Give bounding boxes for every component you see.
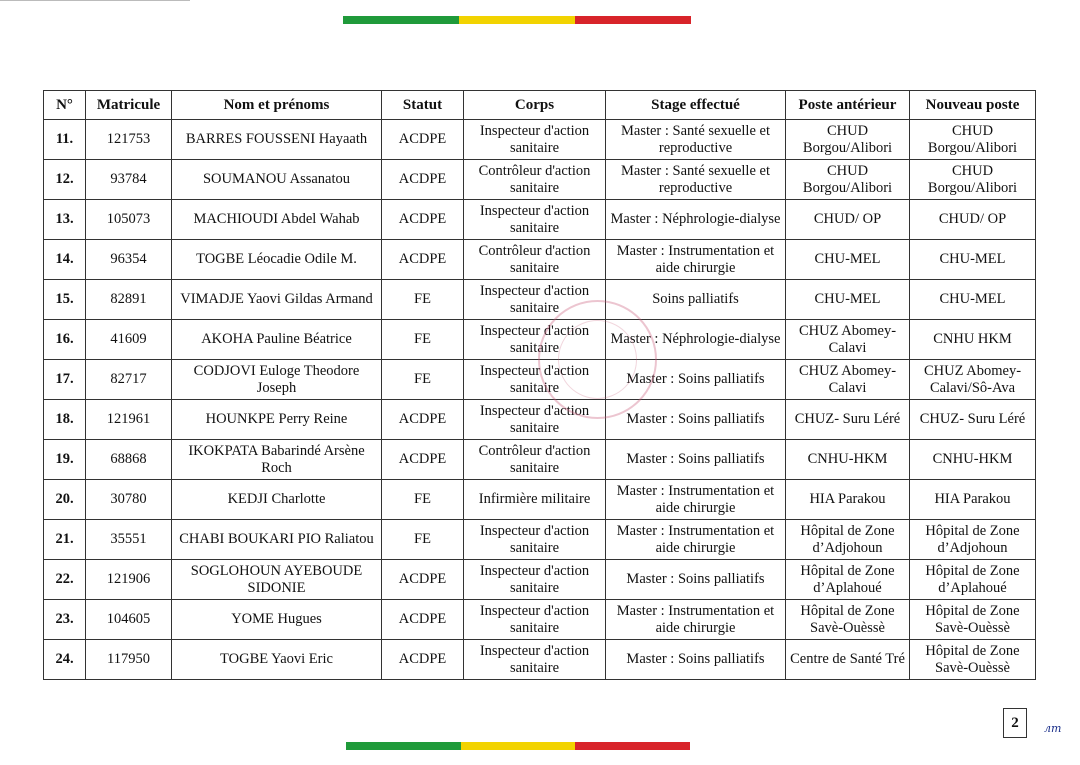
cell-name: TOGBE Léocadie Odile M.: [172, 240, 382, 280]
cell-number: 22.: [44, 560, 86, 600]
cell-corps: Inspecteur d'action sanitaire: [464, 360, 606, 400]
cell-new-post: Hôpital de Zone Savè-Ouèssè: [910, 600, 1036, 640]
col-header-name: Nom et prénoms: [172, 91, 382, 120]
flag-green: [343, 16, 459, 24]
cell-statut: ACDPE: [382, 400, 464, 440]
cell-stage: Master : Instrumentation et aide chirurgie: [606, 240, 786, 280]
cell-stage: Master : Soins palliatifs: [606, 440, 786, 480]
table-row: [44, 280, 1036, 320]
col-header-new-post: Nouveau poste: [910, 91, 1036, 120]
cell-new-post: Hôpital de Zone d’Aplahoué: [910, 560, 1036, 600]
cell-name: AKOHA Pauline Béatrice: [172, 320, 382, 360]
cell-name: TOGBE Yaovi Eric: [172, 640, 382, 680]
cell-matricule: 104605: [86, 600, 172, 640]
cell-statut: ACDPE: [382, 600, 464, 640]
cell-corps: Inspecteur d'action sanitaire: [464, 200, 606, 240]
cell-matricule: 96354: [86, 240, 172, 280]
cell-corps: Inspecteur d'action sanitaire: [464, 520, 606, 560]
cell-corps: Inspecteur d'action sanitaire: [464, 600, 606, 640]
cell-corps: Infirmière militaire: [464, 480, 606, 520]
cell-stage: Master : Santé sexuelle et reproductive: [606, 160, 786, 200]
cell-statut: ACDPE: [382, 120, 464, 160]
cell-statut: ACDPE: [382, 440, 464, 480]
col-header-stage: Stage effectué: [606, 91, 786, 120]
cell-number: 13.: [44, 200, 86, 240]
cell-matricule: 68868: [86, 440, 172, 480]
table-row: [44, 440, 1036, 480]
flag-red: [575, 16, 691, 24]
flag-yellow: [461, 742, 576, 750]
cell-previous-post: Hôpital de Zone d’Adjohoun: [786, 520, 910, 560]
cell-previous-post: CHUD/ OP: [786, 200, 910, 240]
cell-previous-post: CHU-MEL: [786, 240, 910, 280]
cell-new-post: CNHU HKM: [910, 320, 1036, 360]
cell-previous-post: Centre de Santé Tré: [786, 640, 910, 680]
cell-stage: Master : Instrumentation et aide chirurgie: [606, 480, 786, 520]
cell-number: 21.: [44, 520, 86, 560]
cell-new-post: Hôpital de Zone d’Adjohoun: [910, 520, 1036, 560]
cell-new-post: CHUZ- Suru Léré: [910, 400, 1036, 440]
cell-number: 11.: [44, 120, 86, 160]
cell-statut: FE: [382, 520, 464, 560]
table-row: [44, 600, 1036, 640]
cell-corps: Inspecteur d'action sanitaire: [464, 320, 606, 360]
cell-new-post: HIA Parakou: [910, 480, 1036, 520]
flag-stripe-bottom: [346, 742, 690, 750]
cell-name: SOGLOHOUN AYEBOUDE SIDONIE: [172, 560, 382, 600]
assignment-table: [43, 90, 1036, 680]
cell-number: 16.: [44, 320, 86, 360]
cell-number: 17.: [44, 360, 86, 400]
cell-matricule: 30780: [86, 480, 172, 520]
cell-matricule: 105073: [86, 200, 172, 240]
cell-statut: FE: [382, 280, 464, 320]
cell-corps: Contrôleur d'action sanitaire: [464, 160, 606, 200]
cell-new-post: CHUD/ OP: [910, 200, 1036, 240]
cell-stage: Master : Santé sexuelle et reproductive: [606, 120, 786, 160]
cell-stage: Master : Instrumentation et aide chirurgie: [606, 520, 786, 560]
table-row: [44, 560, 1036, 600]
cell-statut: ACDPE: [382, 560, 464, 600]
col-header-previous-post: Poste antérieur: [786, 91, 910, 120]
cell-stage: Soins palliatifs: [606, 280, 786, 320]
cell-corps: Contrôleur d'action sanitaire: [464, 440, 606, 480]
table-row: [44, 640, 1036, 680]
cell-previous-post: HIA Parakou: [786, 480, 910, 520]
cell-new-post: CHUD Borgou/Alibori: [910, 160, 1036, 200]
cell-previous-post: Hôpital de Zone Savè-Ouèssè: [786, 600, 910, 640]
cell-name: KEDJI Charlotte: [172, 480, 382, 520]
cell-new-post: CHU-MEL: [910, 240, 1036, 280]
table-row: [44, 240, 1036, 280]
cell-name: CHABI BOUKARI PIO Raliatou: [172, 520, 382, 560]
cell-matricule: 82891: [86, 280, 172, 320]
cell-matricule: 35551: [86, 520, 172, 560]
cell-matricule: 121961: [86, 400, 172, 440]
cell-name: MACHIOUDI Abdel Wahab: [172, 200, 382, 240]
cell-previous-post: CHU-MEL: [786, 280, 910, 320]
table-row: [44, 320, 1036, 360]
handwritten-initials: лт: [1044, 722, 1062, 735]
cell-stage: Master : Instrumentation et aide chirurgie: [606, 600, 786, 640]
col-header-corps: Corps: [464, 91, 606, 120]
cell-statut: ACDPE: [382, 640, 464, 680]
cell-statut: ACDPE: [382, 160, 464, 200]
cell-previous-post: CHUD Borgou/Alibori: [786, 160, 910, 200]
cell-matricule: 121753: [86, 120, 172, 160]
cell-name: CODJOVI Euloge Theodore Joseph: [172, 360, 382, 400]
cell-number: 12.: [44, 160, 86, 200]
cell-corps: Contrôleur d'action sanitaire: [464, 240, 606, 280]
cell-previous-post: CNHU-HKM: [786, 440, 910, 480]
col-header-number: N°: [44, 91, 86, 120]
cell-previous-post: CHUD Borgou/Alibori: [786, 120, 910, 160]
flag-stripe-top: [343, 16, 691, 24]
cell-stage: Master : Soins palliatifs: [606, 400, 786, 440]
cell-matricule: 121906: [86, 560, 172, 600]
cell-name: BARRES FOUSSENI Hayaath: [172, 120, 382, 160]
cell-number: 19.: [44, 440, 86, 480]
cell-statut: FE: [382, 480, 464, 520]
cell-number: 20.: [44, 480, 86, 520]
cell-number: 14.: [44, 240, 86, 280]
col-header-statut: Statut: [382, 91, 464, 120]
cell-stage: Master : Néphrologie-dialyse: [606, 200, 786, 240]
cell-statut: ACDPE: [382, 240, 464, 280]
cell-matricule: 41609: [86, 320, 172, 360]
cell-new-post: CHU-MEL: [910, 280, 1036, 320]
table-row: [44, 200, 1036, 240]
cell-stage: Master : Soins palliatifs: [606, 360, 786, 400]
cell-number: 24.: [44, 640, 86, 680]
cell-name: HOUNKPE Perry Reine: [172, 400, 382, 440]
table-row: [44, 400, 1036, 440]
cell-matricule: 82717: [86, 360, 172, 400]
cell-corps: Inspecteur d'action sanitaire: [464, 400, 606, 440]
cell-matricule: 93784: [86, 160, 172, 200]
cell-stage: Master : Soins palliatifs: [606, 640, 786, 680]
cell-name: IKOKPATA Babarindé Arsène Roch: [172, 440, 382, 480]
table-row: [44, 120, 1036, 160]
cell-number: 15.: [44, 280, 86, 320]
cell-corps: Inspecteur d'action sanitaire: [464, 120, 606, 160]
table-row: [44, 360, 1036, 400]
cell-corps: Inspecteur d'action sanitaire: [464, 560, 606, 600]
cell-number: 18.: [44, 400, 86, 440]
table-row: [44, 520, 1036, 560]
cell-name: SOUMANOU Assanatou: [172, 160, 382, 200]
cell-matricule: 117950: [86, 640, 172, 680]
table-row: [44, 160, 1036, 200]
flag-yellow: [459, 16, 575, 24]
flag-green: [346, 742, 461, 750]
cell-previous-post: CHUZ Abomey-Calavi: [786, 360, 910, 400]
cell-corps: Inspecteur d'action sanitaire: [464, 640, 606, 680]
cell-statut: ACDPE: [382, 200, 464, 240]
page-number: 2: [1003, 708, 1027, 738]
cell-name: VIMADJE Yaovi Gildas Armand: [172, 280, 382, 320]
table-header-row: [44, 91, 1036, 120]
cell-stage: Master : Soins palliatifs: [606, 560, 786, 600]
cell-new-post: CHUZ Abomey-Calavi/Sô-Ava: [910, 360, 1036, 400]
cell-stage: Master : Néphrologie-dialyse: [606, 320, 786, 360]
cell-corps: Inspecteur d'action sanitaire: [464, 280, 606, 320]
cell-new-post: Hôpital de Zone Savè-Ouèssè: [910, 640, 1036, 680]
cell-previous-post: CHUZ Abomey-Calavi: [786, 320, 910, 360]
col-header-matricule: Matricule: [86, 91, 172, 120]
scan-edge-line: [0, 0, 190, 1]
cell-previous-post: Hôpital de Zone d’Aplahoué: [786, 560, 910, 600]
cell-statut: FE: [382, 320, 464, 360]
cell-number: 23.: [44, 600, 86, 640]
cell-statut: FE: [382, 360, 464, 400]
cell-name: YOME Hugues: [172, 600, 382, 640]
cell-new-post: CHUD Borgou/Alibori: [910, 120, 1036, 160]
cell-previous-post: CHUZ- Suru Léré: [786, 400, 910, 440]
cell-new-post: CNHU-HKM: [910, 440, 1036, 480]
table-row: [44, 480, 1036, 520]
flag-red: [575, 742, 690, 750]
